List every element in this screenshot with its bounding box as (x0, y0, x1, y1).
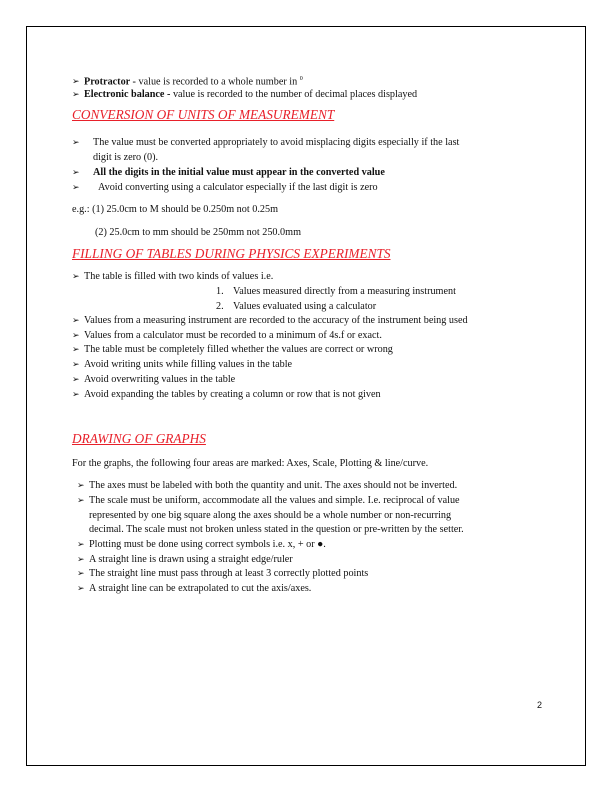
graphs-intro: For the graphs, the following four areas are marked: Axes, Scale, Plotting & line/curve. (72, 458, 429, 469)
text: Avoid overwriting values in the table (84, 374, 236, 385)
text: Avoid writing units while filling values in the table (84, 359, 293, 370)
graphs-bullet (77, 538, 326, 551)
tables-intro (72, 270, 273, 283)
arrow-bullet-icon: ➢ (72, 374, 80, 384)
graphs-bullet (77, 567, 368, 580)
arrow-bullet-icon: ➢ (77, 554, 85, 564)
example-1: e.g.: (1) 25.0cm to M should be 0.250m not 0.25m (72, 204, 278, 215)
arrow-bullet-icon: ➢ (77, 480, 85, 490)
tables-bullet (72, 373, 235, 386)
number: 1. (216, 286, 224, 297)
text: Values from a measuring instrument are recorded to the accuracy of the instrument being used (84, 315, 468, 326)
arrow-bullet-icon: ➢ (72, 359, 80, 369)
arrow-bullet-icon: ➢ (72, 271, 80, 281)
graphs-bullet (77, 553, 293, 566)
arrow-bullet-icon: ➢ (72, 315, 80, 325)
text: Avoid converting using a calculator especially if the last digit is zero (98, 182, 378, 193)
text: The scale must be uniform, accommodate all the values and simple. I.e. reciprocal of value (89, 495, 460, 506)
degree-sup: 0 (299, 76, 303, 82)
tables-bullet (72, 314, 468, 327)
graphs-bullet-cont: represented by one big square along the axes should be a whole number or non-recurring (89, 510, 452, 521)
text: The table is filled with two kinds of values i.e. (84, 271, 274, 282)
graphs-bullet (77, 582, 311, 595)
text: Values measured directly from a measuring instrument (233, 286, 456, 297)
tables-heading: FILLING OF TABLES DURING PHYSICS EXPERIMENTS (72, 246, 391, 261)
text: value is recorded to a whole number in (135, 76, 300, 88)
text: The table must be completely filled whether the values are correct or wrong (84, 344, 393, 355)
arrow-bullet-icon: ➢ (72, 182, 80, 192)
conversion-heading: CONVERSION OF UNITS OF MEASUREMENT (72, 107, 335, 122)
numbered-item (216, 285, 456, 298)
balance-item (72, 88, 417, 101)
graphs-bullet (77, 479, 457, 492)
numbered-item (216, 300, 376, 313)
tables-bullet (72, 388, 381, 401)
graphs-heading: DRAWING OF GRAPHS (72, 431, 206, 446)
page-number: 2 (537, 700, 543, 710)
arrow-bullet-icon: ➢ (77, 583, 85, 593)
text: value is recorded to the number of decimal places displayed (170, 89, 418, 100)
arrow-bullet-icon: ➢ (77, 495, 85, 505)
text: All the digits in the initial value must appear in the converted value (93, 167, 385, 178)
arrow-bullet-icon: ➢ (72, 330, 80, 340)
arrow-bullet-icon: ➢ (72, 89, 80, 99)
graphs-bullet (77, 494, 460, 507)
text: Values from a calculator must be recorded to a minimum of 4s.f or exact. (84, 330, 382, 341)
conversion-bullet (72, 136, 459, 149)
arrow-bullet-icon: ➢ (72, 344, 80, 354)
arrow-bullet-icon: ➢ (77, 568, 85, 578)
term: Electronic balance - (84, 89, 171, 100)
number: 2. (216, 301, 224, 312)
conversion-bullet (72, 166, 385, 179)
graphs-bullet-cont: decimal. The scale must not broken unless stated in the question or pre-written by the setter. (89, 524, 464, 535)
text: The straight line must pass through at least 3 correctly plotted points (89, 568, 369, 579)
tables-bullet (72, 358, 292, 371)
arrow-bullet-icon: ➢ (77, 539, 85, 549)
text: A straight line is drawn using a straight edge/ruler (89, 554, 293, 565)
text: Plotting must be done using correct symbols i.e. x, + or ●. (89, 539, 326, 550)
arrow-bullet-icon: ➢ (72, 137, 80, 147)
tables-bullet (72, 329, 382, 342)
arrow-bullet-icon: ➢ (72, 167, 80, 177)
arrow-bullet-icon: ➢ (72, 76, 80, 87)
text: The axes must be labeled with both the quantity and unit. The axes should not be inverted. (89, 480, 458, 491)
conversion-bullet-cont: digit is zero (0). (93, 152, 159, 163)
text: The value must be converted appropriately to avoid misplacing digits especially if the last (93, 137, 460, 148)
tables-bullet (72, 343, 393, 356)
conversion-bullet (72, 181, 378, 194)
text: Avoid expanding the tables by creating a column or row that is not given (84, 389, 381, 400)
term: Protractor - (84, 76, 136, 88)
protractor-item (72, 73, 303, 88)
example-2: (2) 25.0cm to mm should be 250mm not 250.0mm (95, 227, 302, 238)
text: Values evaluated using a calculator (233, 301, 377, 312)
text: A straight line can be extrapolated to cut the axis/axes. (89, 583, 312, 594)
arrow-bullet-icon: ➢ (72, 389, 80, 399)
